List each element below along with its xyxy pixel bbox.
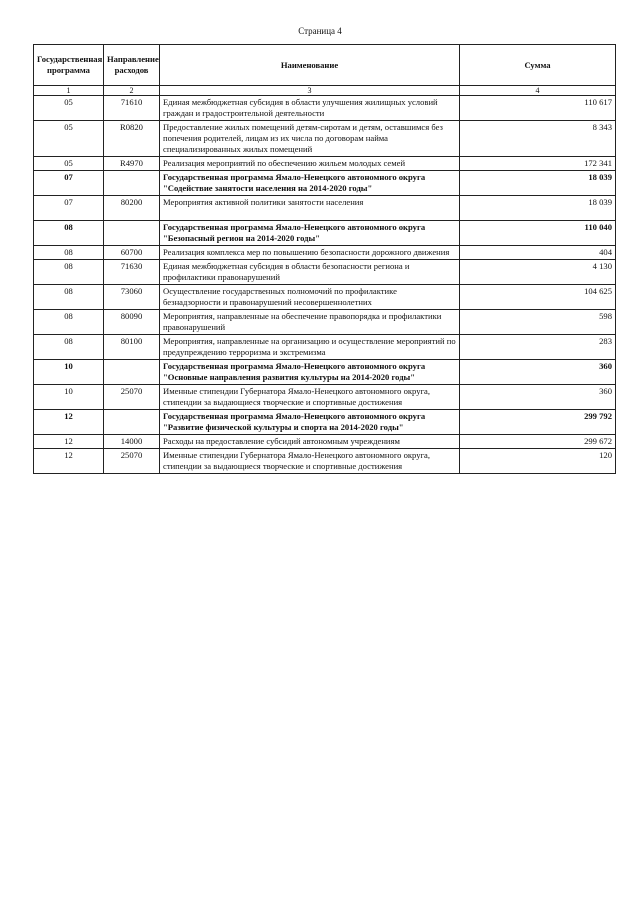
item-name: Единая межбюджетная субсидия в области безопасности региона и профилактики правонарушений xyxy=(160,260,460,285)
item-sum: 110 040 xyxy=(460,221,616,246)
table-row xyxy=(34,435,616,449)
table-body xyxy=(34,96,616,474)
item-name: Государственная программа Ямало-Ненецкого автономного округа "Основные направления развития культуры на 2014-2020 годы" xyxy=(160,360,460,385)
direction-code: 71610 xyxy=(104,96,160,121)
direction-code: 60700 xyxy=(104,246,160,260)
item-name: Государственная программа Ямало-Ненецкого автономного округа "Развитие физической культуры и спорта на 2014-2020 годы" xyxy=(160,410,460,435)
item-sum: 4 130 xyxy=(460,260,616,285)
item-sum: 104 625 xyxy=(460,285,616,310)
item-sum: 18 039 xyxy=(460,196,616,221)
item-name: Мероприятия, направленные на организацию и осуществление мероприятий по предупреждению терроризма и экстремизма xyxy=(160,335,460,360)
item-name: Расходы на предоставление субсидий автономным учреждениям xyxy=(160,435,460,449)
column-number: 2 xyxy=(104,86,160,96)
item-name: Государственная программа Ямало-Ненецкого автономного округа "Безопасный регион на 2014-2020 годы" xyxy=(160,221,460,246)
program-code: 10 xyxy=(34,385,104,410)
direction-code: 73060 xyxy=(104,285,160,310)
item-sum: 299 672 xyxy=(460,435,616,449)
program-code: 05 xyxy=(34,96,104,121)
direction-code: R0820 xyxy=(104,121,160,157)
header-program: Государственная программа xyxy=(34,45,104,86)
header-row xyxy=(34,45,616,86)
item-name: Государственная программа Ямало-Ненецкого автономного округа "Содействие занятости населения на 2014-2020 годы" xyxy=(160,171,460,196)
program-total-row xyxy=(34,171,616,196)
program-code: 05 xyxy=(34,157,104,171)
item-sum: 8 343 xyxy=(460,121,616,157)
table-row xyxy=(34,335,616,360)
item-name: Реализация комплекса мер по повышению безопасности дорожного движения xyxy=(160,246,460,260)
direction-code: 25070 xyxy=(104,385,160,410)
column-number: 3 xyxy=(160,86,460,96)
direction-code xyxy=(104,410,160,435)
direction-code xyxy=(104,221,160,246)
direction-code: 25070 xyxy=(104,449,160,474)
header-sum: Сумма xyxy=(460,45,616,86)
item-sum: 360 xyxy=(460,385,616,410)
table-row xyxy=(34,310,616,335)
program-code: 08 xyxy=(34,246,104,260)
header-direction: Направление расходов xyxy=(104,45,160,86)
table-row xyxy=(34,121,616,157)
program-code: 08 xyxy=(34,310,104,335)
direction-code: 80200 xyxy=(104,196,160,221)
item-sum: 172 341 xyxy=(460,157,616,171)
program-code: 12 xyxy=(34,435,104,449)
budget-table xyxy=(33,44,616,474)
direction-code: 80090 xyxy=(104,310,160,335)
item-sum: 18 039 xyxy=(460,171,616,196)
program-code: 08 xyxy=(34,285,104,310)
table-row xyxy=(34,246,616,260)
program-code: 08 xyxy=(34,221,104,246)
item-sum: 110 617 xyxy=(460,96,616,121)
item-sum: 283 xyxy=(460,335,616,360)
item-name: Реализация мероприятий по обеспечению жильем молодых семей xyxy=(160,157,460,171)
table-row xyxy=(34,157,616,171)
table-row xyxy=(34,196,616,221)
program-code: 12 xyxy=(34,449,104,474)
direction-code xyxy=(104,360,160,385)
item-name: Единая межбюджетная субсидия в области улучшения жилищных условий граждан и градостроительной деятельности xyxy=(160,96,460,121)
program-total-row xyxy=(34,410,616,435)
item-name: Мероприятия активной политики занятости населения xyxy=(160,196,460,221)
program-code: 05 xyxy=(34,121,104,157)
item-sum: 299 792 xyxy=(460,410,616,435)
program-total-row xyxy=(34,360,616,385)
item-sum: 598 xyxy=(460,310,616,335)
item-sum: 120 xyxy=(460,449,616,474)
direction-code xyxy=(104,171,160,196)
direction-code: R4970 xyxy=(104,157,160,171)
table-row xyxy=(34,449,616,474)
column-number-row xyxy=(34,86,616,96)
header-name: Наименование xyxy=(160,45,460,86)
direction-code: 71630 xyxy=(104,260,160,285)
program-total-row xyxy=(34,221,616,246)
program-code: 12 xyxy=(34,410,104,435)
item-sum: 360 xyxy=(460,360,616,385)
program-code: 10 xyxy=(34,360,104,385)
column-number: 1 xyxy=(34,86,104,96)
direction-code: 80100 xyxy=(104,335,160,360)
program-code: 08 xyxy=(34,260,104,285)
direction-code: 14000 xyxy=(104,435,160,449)
program-code: 07 xyxy=(34,196,104,221)
item-name: Предоставление жилых помещений детям-сиротам и детям, оставшимся без попечения родителей, лицам из их числа по договорам найма специализированных жилых помещений xyxy=(160,121,460,157)
item-name: Именные стипендии Губернатора Ямало-Ненецкого автономного округа, стипендии за выдающиеся творческие и спортивные достижения xyxy=(160,449,460,474)
column-number: 4 xyxy=(460,86,616,96)
table-row xyxy=(34,260,616,285)
table-row xyxy=(34,385,616,410)
program-code: 07 xyxy=(34,171,104,196)
table-row xyxy=(34,285,616,310)
program-code: 08 xyxy=(34,335,104,360)
item-name: Осуществление государственных полномочий по профилактике безнадзорности и правонарушений несовершеннолетних xyxy=(160,285,460,310)
table-row xyxy=(34,96,616,121)
item-sum: 404 xyxy=(460,246,616,260)
item-name: Мероприятия, направленные на обеспечение правопорядка и профилактики правонарушений xyxy=(160,310,460,335)
item-name: Именные стипендии Губернатора Ямало-Ненецкого автономного округа, стипендии за выдающиеся творческие и спортивные достижения xyxy=(160,385,460,410)
page-number-label: Страница 4 xyxy=(298,26,342,36)
